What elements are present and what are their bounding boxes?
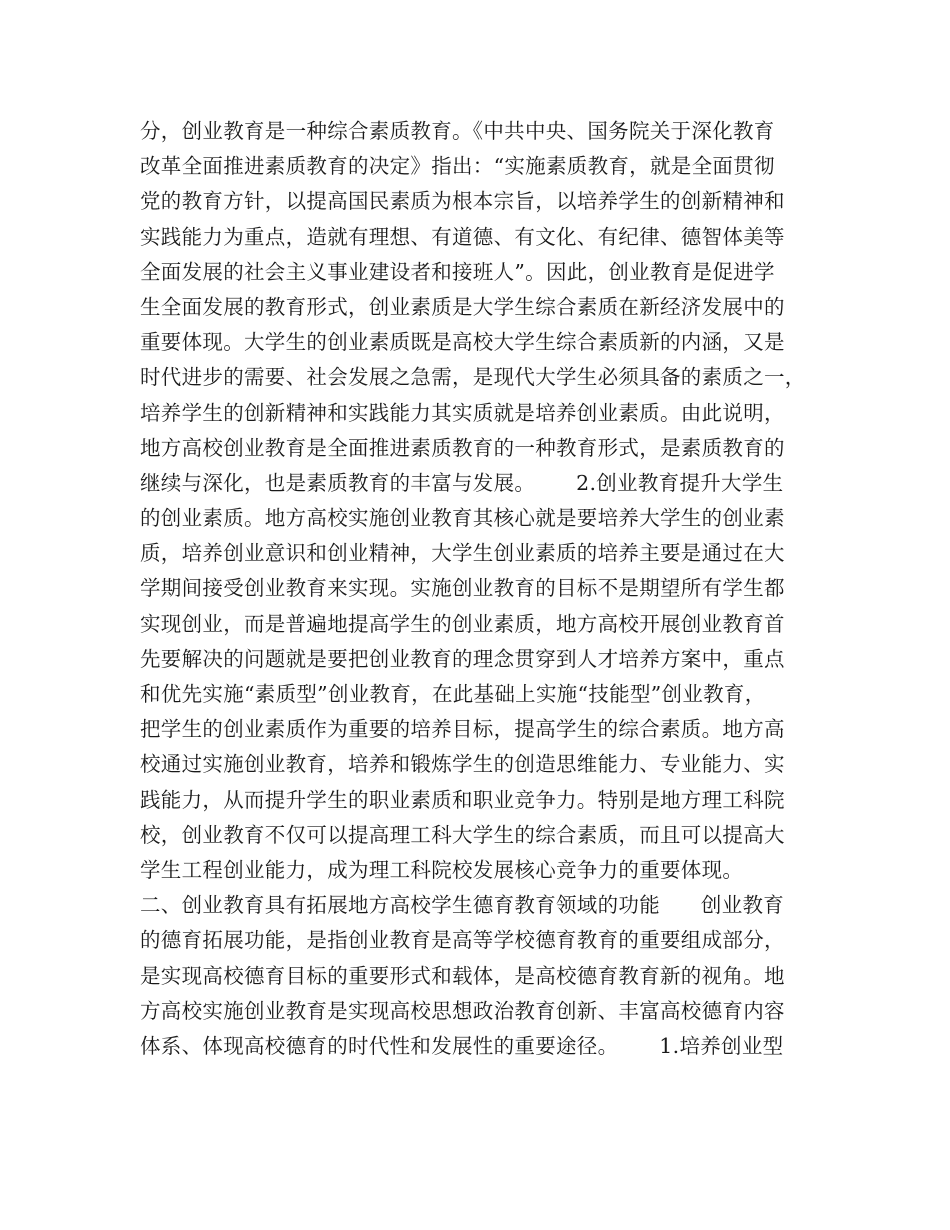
text-line: 全面发展的社会主义事业建设者和接班人”。因此，创业教育是促进学 <box>140 259 775 284</box>
text-line: 实现创业，而是普遍地提高学生的创业素质，地方高校开展创业教育首 <box>140 611 785 636</box>
text-line: 把学生的创业素质作为重要的培养目标，提高学生的综合素质。地方高 <box>140 717 785 742</box>
text-line: 践能力，从而提升学生的职业素质和职业竞争力。特别是地方理工科院 <box>140 787 785 812</box>
text-line: 改革全面推进素质教育的决定》指出：“实施素质教育，就是全面贯彻 <box>140 154 775 179</box>
text-line: 质，培养创业意识和创业精神，大学生创业素质的培养主要是通过在大 <box>140 541 785 566</box>
text-line: 学生工程创业能力，成为理工科院校发展核心竞争力的重要体现。 <box>140 857 744 882</box>
section-heading-line: 二、创业教育具有拓展地方高校学生德育教育领域的功能 创业教育 <box>140 893 785 918</box>
text-line: 时代进步的需要、社会发展之急需，是现代大学生必须具备的素质之一， <box>140 365 806 390</box>
body-text <box>140 114 820 1064</box>
text-line: 校通过实施创业教育，培养和锻炼学生的创造思维能力、专业能力、实 <box>140 752 785 777</box>
text-line: 分，创业教育是一种综合素质教育。《中共中央、国务院关于深化教育 <box>140 119 775 143</box>
text-line: 生全面发展的教育形式，创业素质是大学生综合素质在新经济发展中的 <box>140 294 785 319</box>
text-line: 校，创业教育不仅可以提高理工科大学生的综合素质，而且可以提高大 <box>140 822 785 847</box>
text-line: 培养学生的创新精神和实践能力其实质就是培养创业素质。由此说明， <box>140 400 785 425</box>
text-line: 是实现高校德育目标的重要形式和载体，是高校德育教育新的视角。地 <box>140 963 785 988</box>
text-line: 党的教育方针，以提高国民素质为根本宗旨，以培养学生的创新精神和 <box>140 189 785 214</box>
text-line: 重要体现。大学生的创业素质既是高校大学生综合素质新的内涵，又是 <box>140 330 785 355</box>
text-line: 地方高校创业教育是全面推进素质教育的一种教育形式，是素质教育的 <box>140 435 785 460</box>
text-line: 实践能力为重点，造就有理想、有道德、有文化、有纪律、德智体美等 <box>140 224 785 249</box>
text-line: 学期间接受创业教育来实现。实施创业教育的目标不是期望所有学生都 <box>140 576 785 601</box>
text-line: 的德育拓展功能，是指创业教育是高等学校德育教育的重要组成部分， <box>140 928 785 953</box>
text-line: 先要解决的问题就是要把创业教育的理念贯穿到人才培养方案中，重点 <box>140 646 785 671</box>
text-line: 方高校实施创业教育是实现高校思想政治教育创新、丰富高校德育内容 <box>140 998 785 1023</box>
text-line: 体系、体现高校德育的时代性和发展性的重要途径。 1.培养创业型 <box>140 1033 784 1058</box>
text-line: 和优先实施“素质型”创业教育，在此基础上实施“技能型”创业教育， <box>140 682 766 706</box>
text-line: 继续与深化，也是素质教育的丰富与发展。 2.创业教育提升大学生 <box>140 470 784 495</box>
text-line: 的创业素质。地方高校实施创业教育其核心就是要培养大学生的创业素 <box>140 506 785 531</box>
